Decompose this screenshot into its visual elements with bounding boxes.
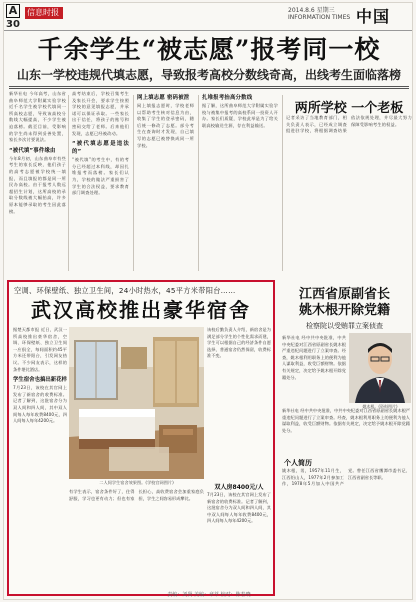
story-paragraph: 记者采访了当地教育部门，相关负责人表示，已经成立调查组进驻学校，将根据调查结果依法依规处理，并尽最大努力保障受影响考生的权益。 bbox=[286, 115, 412, 134]
story-paragraph: 7月23日，该校在其官网上发布了新宿舍的收费标准。记者了解到，这批宿舍分为双人间和四人间，其中双人间每人每年收费8400元，四人间每人每年4200元。 bbox=[13, 385, 67, 424]
story-paragraph: 高考结束后，学校召集考生及家长开会，要求学生按照学校的意见填报志愿，并承诺可以保证录取。一些家长出于信任，将孩子的账号和密码交给了老师。后来他们发现，志愿已经被改动。 bbox=[72, 91, 129, 136]
portrait-caption: 姚木根。(资料图片) bbox=[362, 404, 398, 409]
feature-col-1 bbox=[13, 327, 67, 595]
column-divider bbox=[282, 95, 283, 271]
right-story-headline-2: 姚木根开除党籍 bbox=[298, 303, 390, 318]
paper-name: INFORMATION TIMES bbox=[288, 14, 351, 21]
story-paragraph: 有学生表示，宿舍条件好了，住得舒服，学习也更有动力；但也有家长担心，高收费宿舍会加重家庭负担，学生之间容易形成攀比。 bbox=[69, 489, 204, 501]
resume-body bbox=[282, 468, 410, 586]
story-paragraph: 新华社电 经中共中央批准，中共中央纪委对江西省原副省长姚木根严重违纪问题进行了立案审查。经查，姚木根利用职务上的便利为他人谋取利益，收受巨额财物。依据有关规定，决定给予姚木根开除党籍处分。 bbox=[282, 408, 410, 433]
story-subheading: “被代填”事件缘由 bbox=[9, 147, 56, 154]
column-divider bbox=[133, 95, 134, 271]
divider bbox=[9, 88, 409, 89]
feature-col-3 bbox=[69, 489, 204, 594]
issue-date: 2014.8.6 星期三 bbox=[288, 7, 335, 14]
feature-headline: 武汉高校推出豪华宿舍 bbox=[31, 298, 251, 322]
feature-col-2 bbox=[207, 327, 271, 477]
dorm-room-photo bbox=[69, 327, 204, 479]
section-tag bbox=[25, 7, 63, 19]
page-letter: A bbox=[6, 4, 20, 18]
edition-title: 中国 bbox=[356, 7, 391, 26]
resume-text: 姚木根，男，1957年11月生，江西铅山人，1977年2月参加工作，1978年5月加入中国共产党。曾任江西省鹰潭市委书记、江西省副省长等职。 bbox=[282, 468, 410, 487]
divider bbox=[9, 86, 409, 87]
story-paragraph: 据了解，这所曲阜师范大学附属实验学校与被集中报考的高校系同一投资人开办。家长们质疑，学校此举是为了给关联高校输送生源，存在利益输送。 bbox=[202, 103, 278, 128]
right-story-body-continued bbox=[282, 408, 410, 456]
story-paragraph: 新华社电 经中共中央批准，中共中央纪委对江西省原副省长姚木根严重违纪问题进行了立案审查。经查，姚木根利用职务上的便利为他人谋取利益，收受巨额财物。依据有关规定，决定给予姚木根开除党籍处分。 bbox=[282, 335, 346, 380]
right-story-headline-1: 江西省原副省长 bbox=[298, 287, 390, 302]
story-subheading: 学生宿舍也搞出新花样 bbox=[13, 377, 67, 384]
newspaper-page bbox=[3, 2, 413, 600]
story-paragraph: 今年8月初，山东曲阜市有些考生的家长反映，他们孩子的高考志愿被学校统一填报，而且填报的都是同一所民办高校。由于报考人数远超招生计划，这所高校的录取分数线被大幅抬高，许多原本能够录取的考生因此落榜。 bbox=[9, 155, 66, 214]
story-subheading: 扎堆报考抬高分数线 bbox=[202, 95, 253, 101]
sidebar-title: 两所学校 一个老板 bbox=[294, 101, 404, 116]
story-paragraph: 新华社电 今年高考，山东省曲阜师范大学附属实验学校近千名学生被学校代填同一所高校志愿，导致该高校分数线大幅提高，不少学生被迫落榜。截至目前，受影响的学生尚未得到妥善处置，家长多次讨要说法。 bbox=[9, 91, 66, 143]
feature-kicker: 空调、环保壁纸、独立卫生间，24小时热水，45平方米带阳台…… bbox=[14, 286, 236, 295]
story-subheading: 双人房8400元/人 bbox=[214, 484, 264, 491]
page-number: 30 bbox=[6, 19, 20, 30]
column-divider bbox=[198, 95, 199, 271]
story-subheading: “被代填志愿是违法的” bbox=[72, 141, 129, 156]
main-subhead: 山东一学校违规代填志愿，导致报考高校分数线奇高，出线考生面临落榜 bbox=[16, 68, 401, 82]
main-headline: 千余学生“被志愿”报考同一校 bbox=[37, 35, 381, 64]
section-tag-label: 信息时报 bbox=[27, 8, 59, 17]
story-paragraph: 据楚天都市报 近日，武汉一所高校推出豪华宿舍，空调、环保壁纸、独立卫生间一应俱全，每间面积约45平方米还带阳台，引发网友热议。不少网友表示，这样的条件堪比酒店。 bbox=[13, 327, 67, 372]
feature-col-4 bbox=[207, 492, 271, 594]
portrait-illustration bbox=[349, 333, 411, 403]
resume-heading: 个人简历 bbox=[284, 459, 312, 467]
official-portrait bbox=[349, 333, 411, 403]
story-paragraph: 该校后勤负责人介绍，新宿舍是为满足部分学生的个性化需求而建，学生可以根据自己的经济条件自愿选择，普通宿舍仍然保留，收费标准不变。 bbox=[207, 327, 271, 359]
featured-story-box bbox=[7, 280, 275, 596]
page-credits: 责编：刘贤 美编：章萃 校对：陈春晓 bbox=[167, 592, 251, 598]
story-subheading: 网上填志愿 密码被泄 bbox=[137, 95, 190, 101]
story-paragraph: “被代填”的考生中，有的考分已经超过本科线，却因扎堆报考而落榜。家长们认为，学校的做法严重损害了学生的合法权益，要求教育部门调查处理。 bbox=[72, 157, 129, 196]
story-paragraph: 7月23日，该校在其官网上发布了新宿舍的收费标准。记者了解到，这批宿舍分为双人间和四人间，其中双人间每人每年收费8400元，四人间每人每年4200元。 bbox=[207, 492, 271, 524]
photo-caption: 二人间学生宿舍效果图。(学校官网图片) bbox=[99, 480, 174, 485]
column-divider bbox=[68, 95, 69, 271]
dorm-room-illustration bbox=[69, 327, 204, 479]
right-story-subhead: 检察院以受贿罪立案侦查 bbox=[306, 322, 383, 330]
story-paragraph: 网上填报志愿时，学校老师以帮助考生核对信息为由，收集了学生的登录密码，随后统一修改了志愿。部分考生在查询时才发现，自己填写的志愿已被替换成同一所学校。 bbox=[137, 103, 194, 148]
masthead bbox=[4, 3, 413, 31]
